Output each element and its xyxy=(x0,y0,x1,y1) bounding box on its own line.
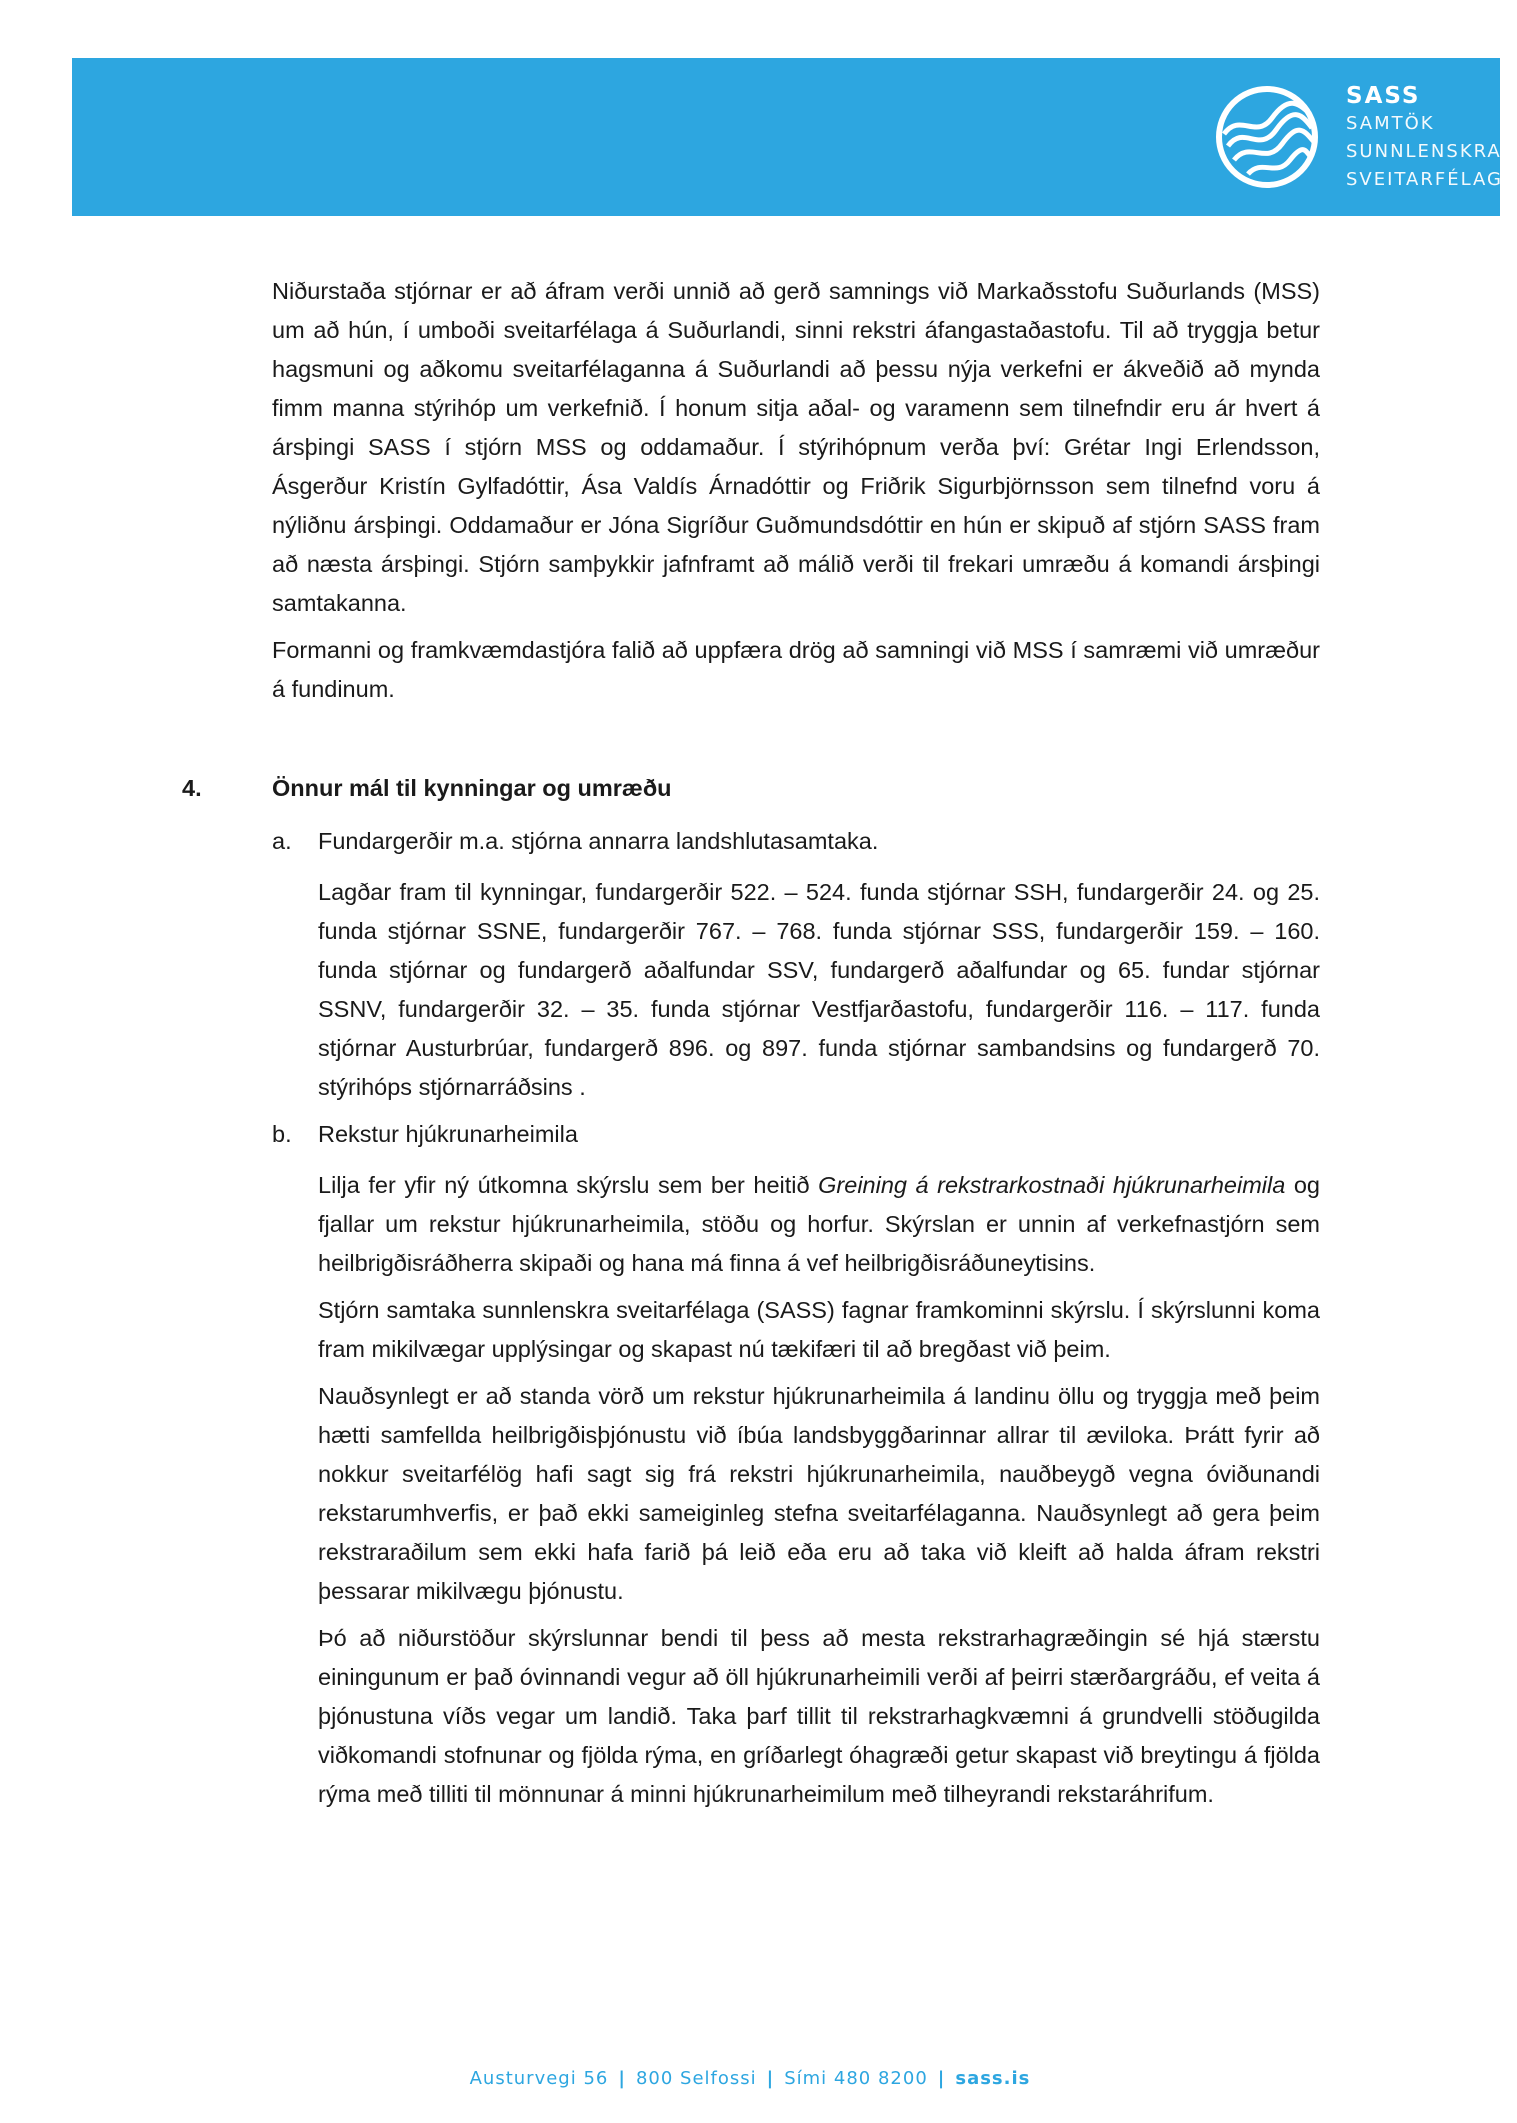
footer-separator: | xyxy=(618,2068,626,2089)
report-description: og fjallar um rekstur hjúkrunarheimila, stöðu og horfur. Skýrslan er unnin af verkefnastjórn sem heilbrigðisráðherra skipaði og hana má finna á vef heilbrigðisráðuneytisins. xyxy=(318,1172,1320,1276)
footer-separator: | xyxy=(766,2068,775,2089)
subsection-b-paragraph-3: Nauðsynlegt er að standa vörð um rekstur hjúkrunarheimila á landinu öllu og tryggja með þeim hætti samfellda heilbrigðisþjónustu við íbúa landsbyggðarinnar allrar til æviloka. Þrátt fyrir að nokkur sveitarfélög hafi sagt sig frá rekstri hjúkrunarheimila, nauðbeygð vegna óviðunandi rekstarumhverfis, er það ekki sameiginleg stefna sveitarfélaganna. Nauðsynlegt að gera þeim rekstraraðilum sem ekki hafa farið þá leið eða eru að taka við kleift að halda áfram rekstri þessarar mikilvægu þjónustu. xyxy=(318,1383,1320,1604)
footer-city: 800 Selfossi xyxy=(635,2068,757,2089)
section-title: Önnur mál til kynningar og umræðu xyxy=(272,775,672,801)
footer-phone: Sími 480 8200 xyxy=(784,2068,928,2089)
brand-name: SASS xyxy=(1346,83,1421,109)
footer-address: Austurvegi 56 xyxy=(469,2068,609,2089)
footer-website-link[interactable]: sass.is xyxy=(955,2068,1031,2089)
subsection-a-title: Fundargerðir m.a. stjórna annarra landshlutasamtaka. xyxy=(318,828,879,854)
section-number: 4. xyxy=(182,775,202,801)
report-intro-text: Lilja fer yfir ný útkomna skýrslu sem ber heitið xyxy=(318,1172,819,1198)
logo-text xyxy=(1346,82,1517,194)
document-body xyxy=(182,272,1320,1822)
intro-paragraph-2: Formanni og framkvæmdastjóra falið að uppfæra drög að samningi við MSS í samræmi við umræður á fundinum. xyxy=(272,637,1320,702)
report-title: Greining á rekstrarkostnaði hjúkrunarheimila xyxy=(818,1172,1286,1198)
subsection-a-body xyxy=(272,873,1320,1107)
subsection-b-paragraph-2: Stjórn samtaka sunnlenskra sveitarfélaga (SASS) fagnar framkominni skýrslu. Í skýrslunni koma fram mikilvægar upplýsingar og skapast nú tækifæri til að bregðast við þeim. xyxy=(318,1297,1320,1362)
brand-line-2: SUNNLENSKRA xyxy=(1346,141,1502,162)
subsection-b-paragraph-1 xyxy=(318,1166,1320,1283)
section-4 xyxy=(182,769,1320,1814)
subsection-b-heading xyxy=(272,1115,1320,1154)
sass-logo-icon xyxy=(1214,84,1320,190)
subsection-b-letter: b. xyxy=(272,1121,292,1147)
brand-line-1: SAMTÖK xyxy=(1346,113,1435,134)
subsection-a-letter: a. xyxy=(272,828,292,854)
subsection-b-paragraph-4: Þó að niðurstöður skýrslunnar bendi til þess að mesta rekstrarhagræðingin sé hjá stærstu einingunum er það óvinnandi vegur að öll hjúkrunarheimili verði af þeirri stærðargráðu, ef veita á þjónustuna víðs vegar um landið. Taka þarf tillit til rekstrarhagkvæmni á grundvelli stöðugilda viðkomandi stofnunar og fjölda rýma, en gríðarlegt óhagræði getur skapast við breytingu á fjölda rýma með tilliti til mönnunar á minni hjúkrunarheimilum með tilheyrandi rekstaráhrifum. xyxy=(318,1625,1320,1807)
subsection-b-body xyxy=(272,1166,1320,1814)
subsection-b-title: Rekstur hjúkrunarheimila xyxy=(318,1121,578,1147)
subsection-a-heading xyxy=(272,822,1320,861)
footer xyxy=(0,2068,1500,2089)
footer-separator: | xyxy=(937,2068,946,2089)
intro-paragraph-1: Niðurstaða stjórnar er að áfram verði unnið að gerð samnings við Markaðsstofu Suðurlands (MSS) um að hún, í umboði sveitarfélaga á Suðurlandi, sinni rekstri áfangastaðastofu. Til að tryggja betur hagsmuni og aðkomu sveitarfélaganna á Suðurlandi að þessu nýja verkefni er ákveðið að mynda fimm manna stýrihóp um verkefnið. Í honum sitja aðal- og varamenn sem tilnefndir eru ár hvert á ársþingi SASS í stjórn MSS og oddamaður. Í stýrihópnum verða því: Grétar Ingi Erlendsson, Ásgerður Kristín Gylfadóttir, Ása Valdís Árnadóttir og Friðrik Sigurbjörnsson sem tilnefnd voru á nýliðnu ársþingi. Oddamaður er Jóna Sigríður Guðmundsdóttir en hún er skipuð af stjórn SASS fram að næsta ársþingi. Stjórn samþykkir jafnframt að málið verði til frekari umræðu á komandi ársþingi samtakanna. xyxy=(272,278,1320,616)
brand-line-3: SVEITARFÉLAGA xyxy=(1346,169,1517,190)
header-banner xyxy=(72,58,1517,216)
subsection-a-paragraph-1: Lagðar fram til kynningar, fundargerðir 522. – 524. funda stjórnar SSH, fundargerðir 24. og 25. funda stjórnar SSNE, fundargerðir 767. – 768. funda stjórnar SSS, fundargerðir 159. – 160. funda stjórnar og fundargerð aðalfundar SSV, fundargerð aðalfundar og 65. fundar stjórnar SSNV, fundargerðir 32. – 35. funda stjórnar Vestfjarðastofu, fundargerðir 116. – 117. funda stjórnar Austurbrúar, fundargerð 896. og 897. funda stjórnar sambandsins og fundargerð 70. stýrihóps stjórnarráðsins . xyxy=(318,879,1320,1100)
